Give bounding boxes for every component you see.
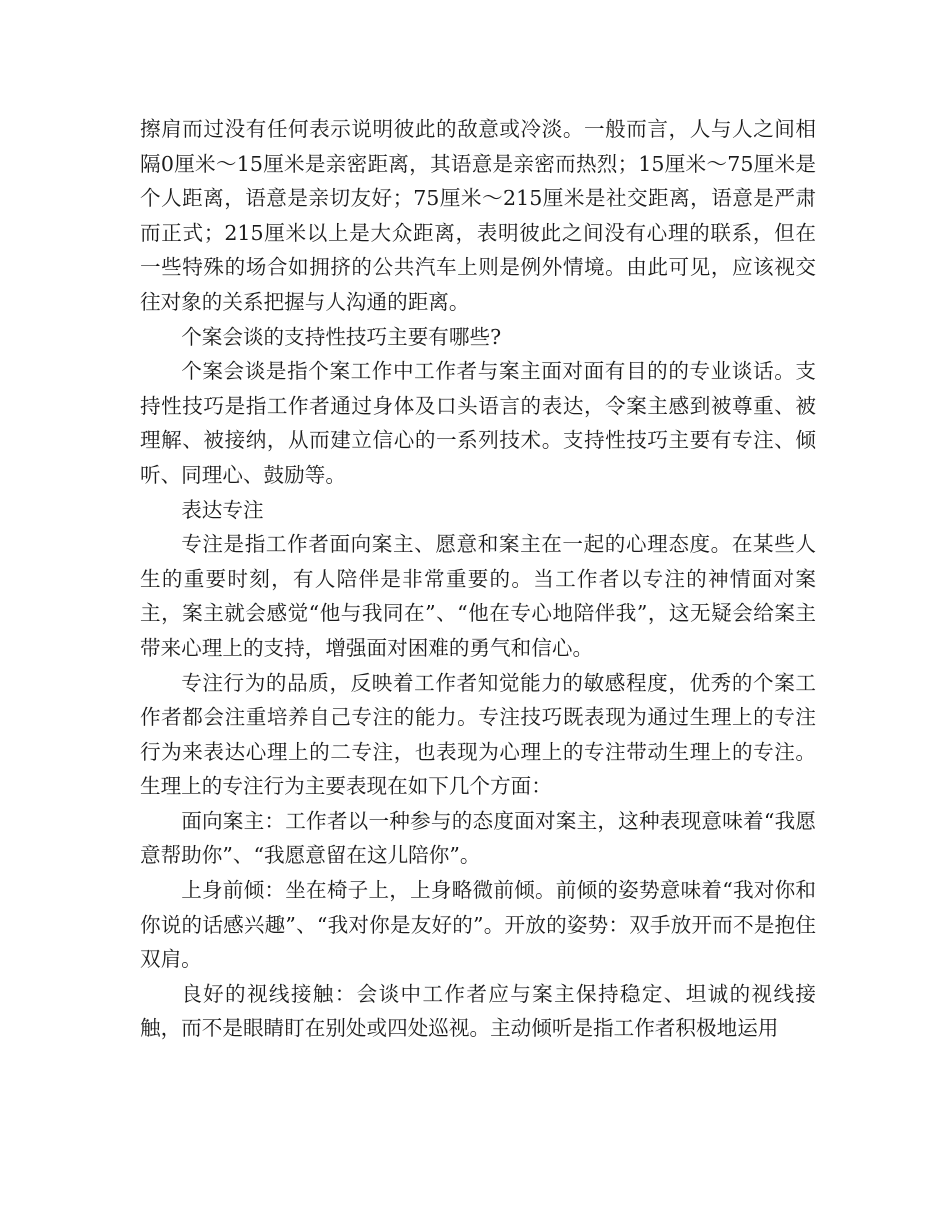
paragraph: 面向案主：工作者以一种参与的态度面对案主，这种表现意味着“我愿意帮助你”、“我愿意留在这儿陪你”。 xyxy=(140,808,816,868)
paragraph: 个案会谈是指个案工作中工作者与案主面对面有目的的专业谈话。支持性技巧是指工作者通过身体及口头语言的表达，令案主感到被尊重、被理解、被接纳，从而建立信心的一系列技术。支持性技巧主要有专注、倾听、同理心、鼓励等。 xyxy=(140,359,816,487)
paragraph: 良好的视线接触：会谈中工作者应与案主保持稳定、坦诚的视线接触，而不是眼睛盯在别处或四处巡视。主动倾听是指工作者积极地运用 xyxy=(140,981,816,1041)
paragraph: 擦肩而过没有任何表示说明彼此的敌意或冷淡。一般而言，人与人之间相隔0厘米～15厘米是亲密距离，其语意是亲密而热烈；15厘米～75厘米是个人距离，语意是亲切友好；75厘米～215厘米是社交距离，语意是严肃而正式；215厘米以上是大众距离，表明彼此之间没有心理的联系，但在一些特殊的场合如拥挤的公共汽车上则是例外情境。由此可见，应该视交往对象的关系把握与人沟通的距离。 xyxy=(140,117,816,314)
section-question: 个案会谈的支持性技巧主要有哪些? xyxy=(181,324,502,349)
document-page xyxy=(140,112,816,1046)
paragraph: 上身前倾：坐在椅子上，上身略微前倾。前倾的姿势意味着“我对你和你说的话感兴趣”、“我对你是友好的”。开放的姿势：双手放开而不是抱住双肩。 xyxy=(140,878,816,972)
paragraph: 专注是指工作者面向案主、愿意和案主在一起的心理态度。在某些人生的重要时刻，有人陪伴是非常重要的。当工作者以专注的神情面对案主，案主就会感觉“他与我同在”、“他在专心地陪伴我”，这无疑会给案主带来心理上的支持，增强面对困难的勇气和信心。 xyxy=(140,532,816,660)
section-heading: 表达专注 xyxy=(181,497,264,522)
paragraph: 专注行为的品质，反映着工作者知觉能力的敏感程度，优秀的个案工作者都会注重培养自己专注的能力。专注技巧既表现为通过生理上的专注行为来表达心理上的二专注，也表现为心理上的专注带动生理上的专注。生理上的专注行为主要表现在如下几个方面： xyxy=(140,670,816,799)
